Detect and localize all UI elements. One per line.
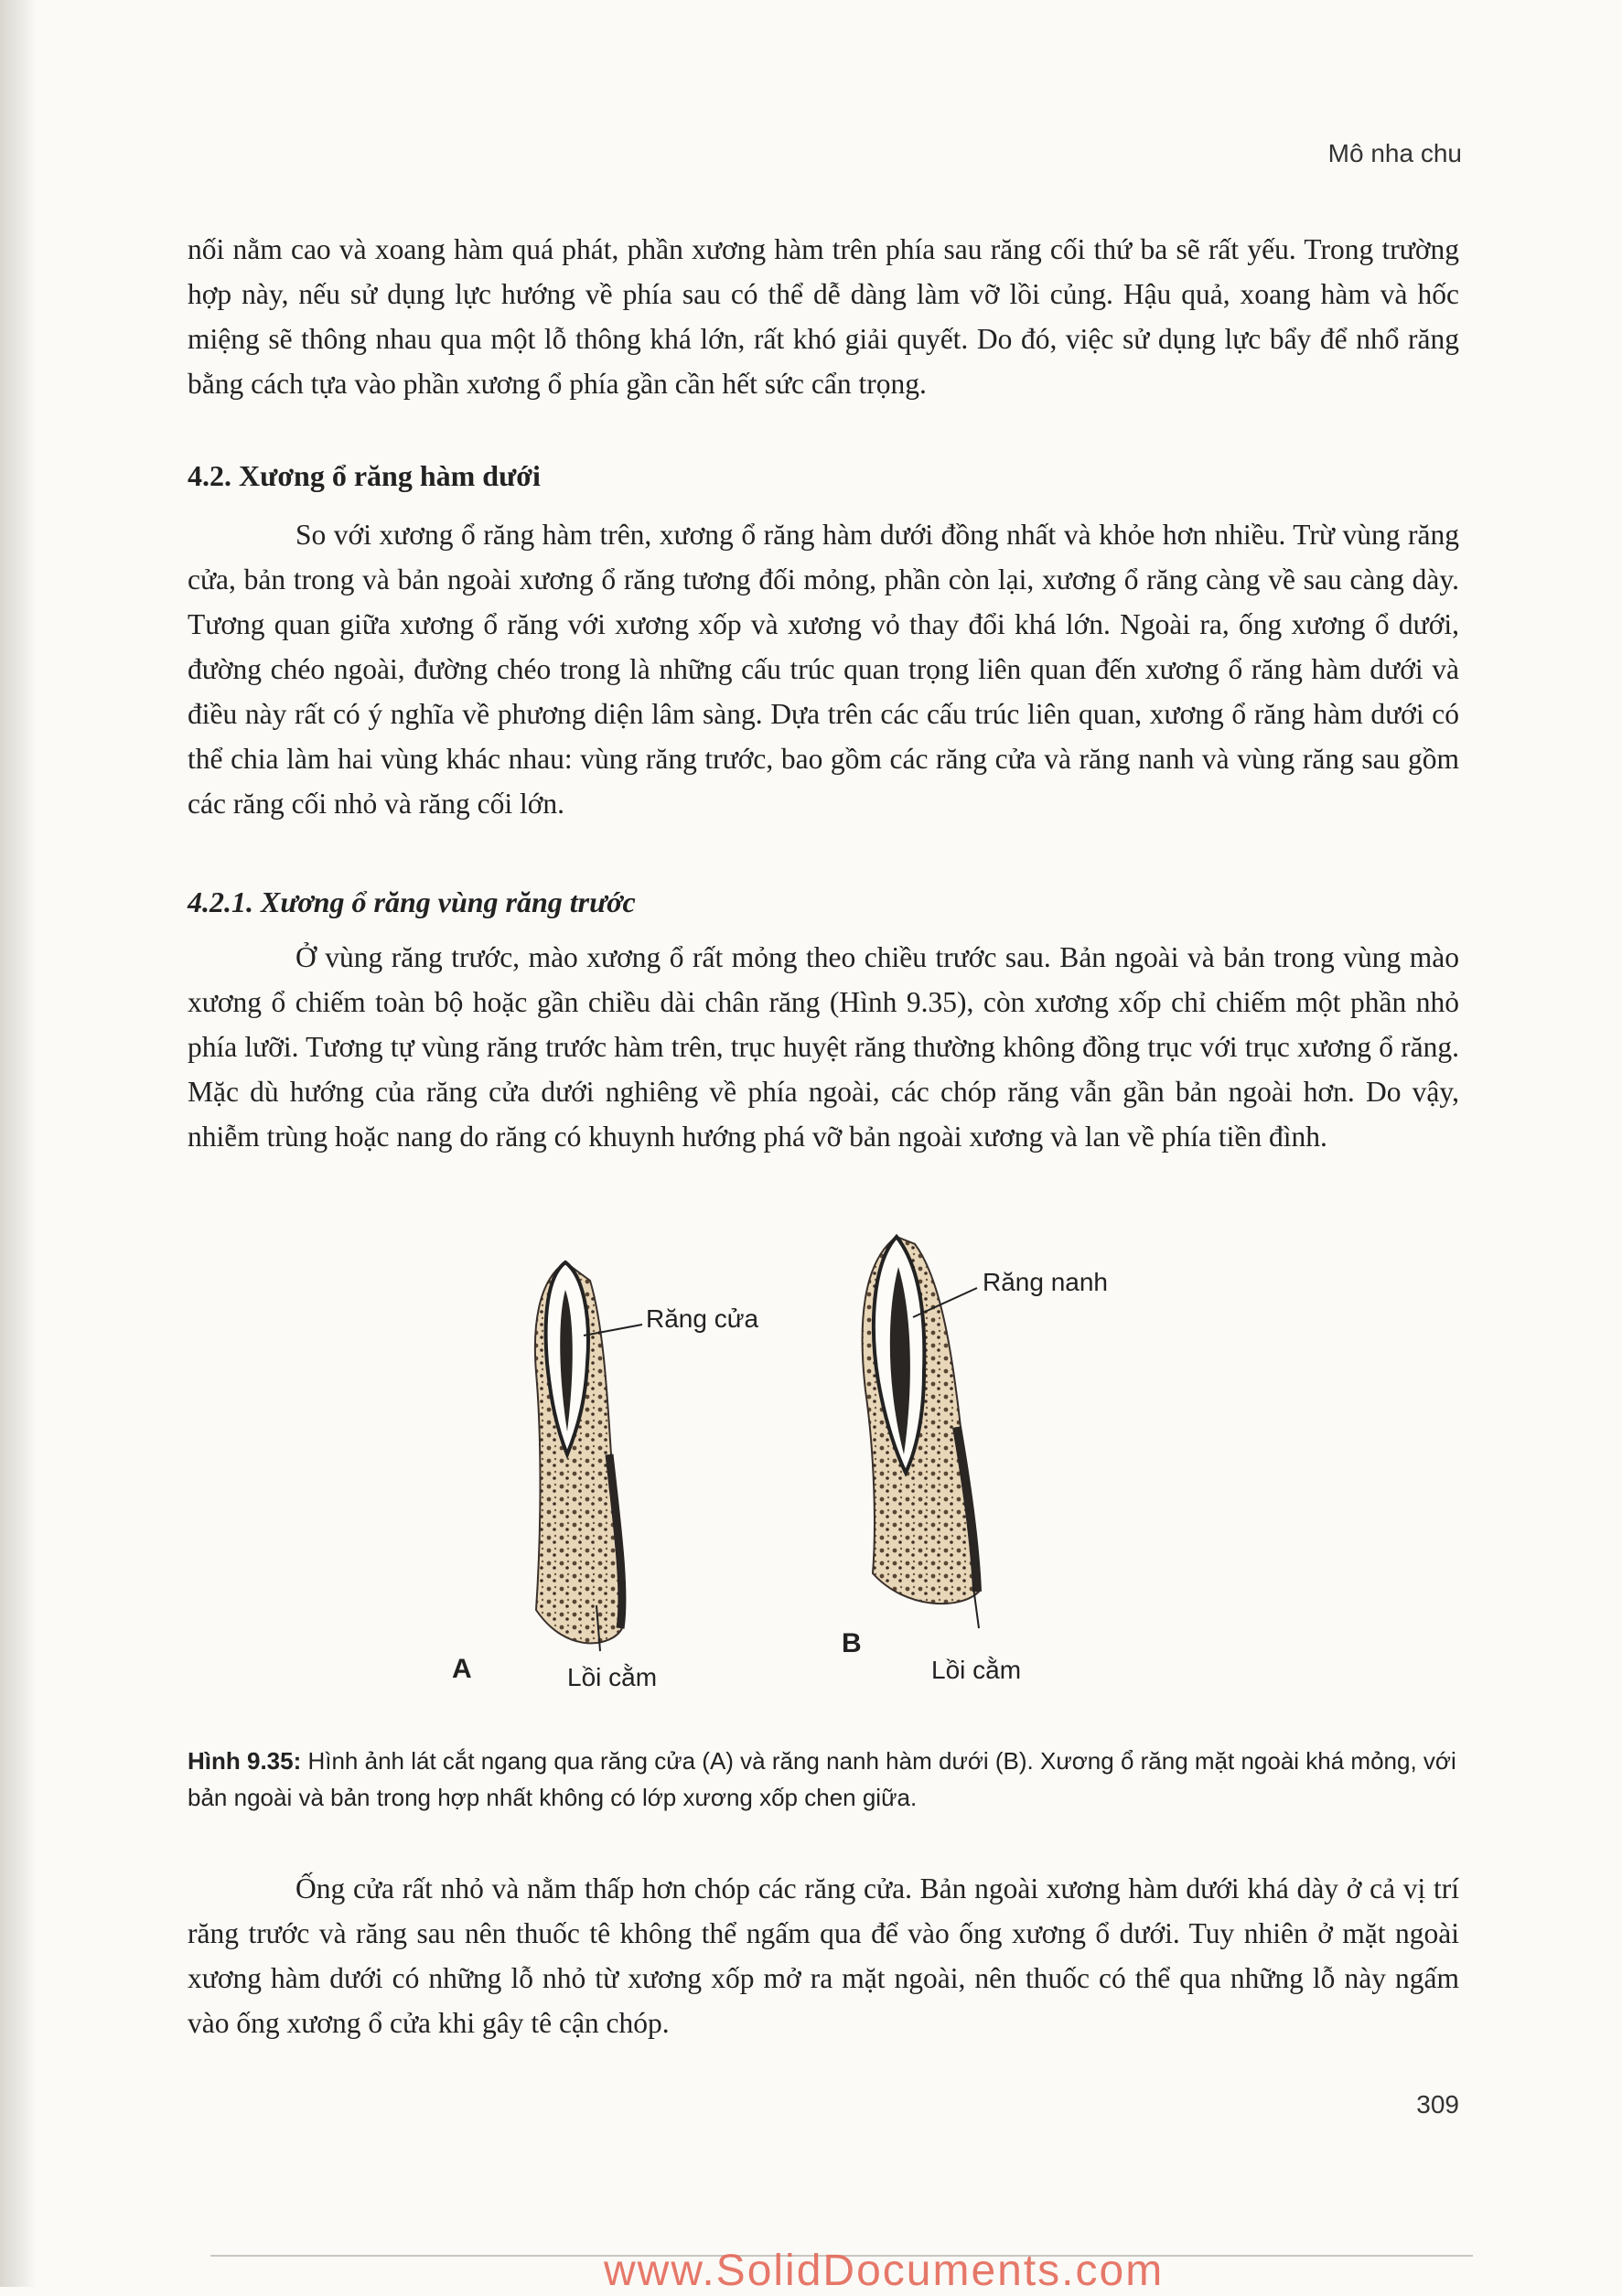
figure-caption xyxy=(188,1743,1468,1816)
tooth-cross-section-illustration xyxy=(430,1226,1253,1738)
running-header: Mô nha chu xyxy=(1327,139,1462,167)
section-heading-4-2: 4.2. Xương ổ răng hàm dưới xyxy=(188,459,541,492)
page-number: 309 xyxy=(1416,2090,1459,2119)
label-chin-a: Lồi cằm xyxy=(567,1663,658,1691)
paragraph-continuation xyxy=(188,227,1459,406)
paragraph-mandible xyxy=(188,512,1459,826)
paragraph-text: Ống cửa rất nhỏ và nằm thấp hơn chóp các răng cửa. Bản ngoài xương hàm dưới khá dày ở cả vị trí răng trước và răng sau nên thuốc tê không thể ngấm qua để vào ống xương ổ dưới. Tuy nhiên ở mặt ngoài xương hàm dưới có những lỗ nhỏ từ xương xốp mở ra mặt ngoài, nên thuốc có thể qua những lỗ này ngấm vào ống xương ổ cửa khi gây tê cận chóp. xyxy=(188,1872,1459,2039)
watermark-text: www.SolidDocuments.com xyxy=(604,2247,1165,2295)
label-canine: Răng nanh xyxy=(983,1268,1109,1296)
figure-letter-a: A xyxy=(452,1654,472,1684)
figure-9-35 xyxy=(430,1226,1253,1738)
incisor-section-a xyxy=(535,1262,642,1651)
caption-label: Hình 9.35: xyxy=(188,1747,302,1775)
figure-letter-b: B xyxy=(842,1628,862,1658)
paragraph-text: So với xương ổ răng hàm trên, xương ổ răng hàm dưới đồng nhất và khỏe hơn nhiều. Trừ vùng răng cửa, bản trong và bản ngoài xương ổ răng tương đối mỏng, phần còn lại, xương ổ răng càng về sau càng dày. Tương quan giữa xương ổ răng với xương xốp và xương vỏ thay đổi khá lớn. Ngoài ra, ống xương ổ dưới, đường chéo ngoài, đường chéo trong là những cấu trúc quan trọng liên quan đến xương ổ răng hàm dưới và điều này rất có ý nghĩa về phương diện lâm sàng. Dựa trên các cấu trúc liên quan, xương ổ răng hàm dưới có thể chia làm hai vùng khác nhau: vùng răng trước, bao gồm các răng cửa và răng nanh và vùng răng sau gồm các răng cối nhỏ và răng cối lớn. xyxy=(188,519,1459,820)
paragraph-incisive-canal xyxy=(188,1866,1459,2045)
page-binding-shadow xyxy=(0,0,37,2287)
label-chin-b: Lồi cằm xyxy=(931,1656,1022,1684)
paragraph-anterior xyxy=(188,935,1459,1159)
caption-text: Hình ảnh lát cắt ngang qua răng cửa (A) và răng nanh hàm dưới (B). Xương ổ răng mặt ngoài khá mỏng, với bản ngoài và bản trong hợp nhất không có lớp xương xốp chen giữa. xyxy=(188,1747,1456,1811)
canine-section-b xyxy=(863,1237,979,1628)
paragraph-text: Ở vùng răng trước, mào xương ổ rất mỏng theo chiều trước sau. Bản ngoài và bản trong vùng mào xương ổ chiếm toàn bộ hoặc gần chiều dài chân răng (Hình 9.35), còn xương xốp chỉ chiếm một phần nhỏ phía lưỡi. Tương tự vùng răng trước hàm trên, trục huyệt răng thường không đồng trục với trục xương ổ răng. Mặc dù hướng của răng cửa dưới nghiêng về phía ngoài, các chóp răng vẫn gần bản ngoài hơn. Do vậy, nhiễm trùng hoặc nang do răng có khuynh hướng phá vỡ bản ngoài xương và lan về phía tiền đình. xyxy=(188,941,1459,1153)
paragraph-text: nối nằm cao và xoang hàm quá phát, phần xương hàm trên phía sau răng cối thứ ba sẽ rất yếu. Trong trường hợp này, nếu sử dụng lực hướng về phía sau có thể dễ dàng làm vỡ lồi củng. Hậu quả, xoang hàm và hốc miệng sẽ thông nhau qua một lỗ thông khá lớn, rất khó giải quyết. Do đó, việc sử dụng lực bẩy để nhổ răng bằng cách tựa vào phần xương ổ phía gần cần hết sức cẩn trọng. xyxy=(188,233,1459,400)
label-incisor: Răng cửa xyxy=(646,1304,759,1333)
section-heading-4-2-1: 4.2.1. Xương ổ răng vùng răng trước xyxy=(188,885,636,918)
